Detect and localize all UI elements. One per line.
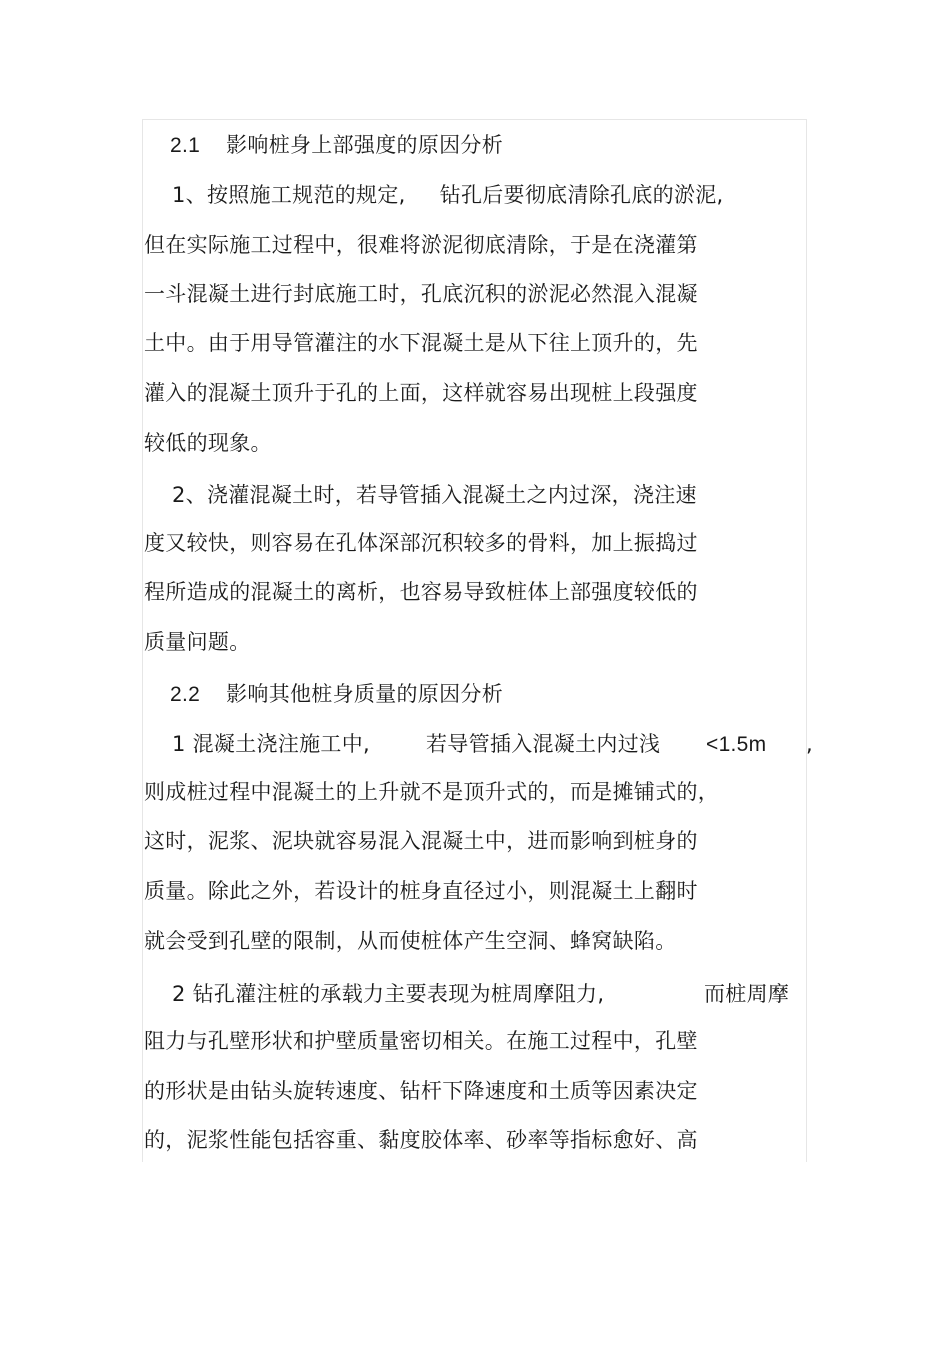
- paragraph-line: 2、浇灌混凝土时，若导管插入混凝土之内过深，浇注速: [172, 483, 697, 507]
- paragraph-line: 质量。除此之外，若设计的桩身直径过小，则混凝土上翻时: [144, 879, 698, 903]
- paragraph-line: 一斗混凝土进行封底施工时，孔底沉积的淤泥必然混入混凝: [144, 282, 698, 306]
- paragraph-line: 程所造成的混凝土的离析，也容易导致桩体上部强度较低的: [144, 580, 698, 604]
- section-number: 2.1: [170, 134, 201, 157]
- paragraph-line: 但在实际施工过程中，很难将淤泥彻底清除，于是在浇灌第: [144, 233, 698, 257]
- paragraph-line: 的，泥浆性能包括容重、黏度胶体率、砂率等指标愈好、高: [144, 1128, 698, 1152]
- paragraph-line: 度又较快，则容易在孔体深部沉积较多的骨料，加上振捣过: [144, 531, 698, 555]
- section-title: 影响其他桩身质量的原因分析: [226, 682, 503, 706]
- paragraph-line: [172, 980, 604, 1008]
- measurement-value: <1.5m: [706, 733, 767, 756]
- section-heading: [170, 680, 503, 709]
- paragraph-line-fragment: 而桩周摩: [704, 982, 790, 1006]
- paragraph-line: 灌入的混凝土顶升于孔的上面，这样就容易出现桩上段强度: [144, 381, 698, 405]
- paragraph-line: 质量问题。: [144, 630, 251, 654]
- text-span: 2 钻孔灌注桩的承载力主要表现为桩周摩阻力,: [172, 982, 605, 1006]
- punctuation: ,: [806, 732, 813, 756]
- paragraph-line: 就会受到孔壁的限制，从而使桩体产生空洞、蜂窝缺陷。: [144, 929, 677, 953]
- paragraph-line: 的形状是由钻头旋转速度、钻杆下降速度和土质等因素决定: [144, 1079, 698, 1103]
- paragraph-line: [172, 181, 724, 209]
- section-number: 2.2: [170, 683, 201, 706]
- paragraph-line: 阻力与孔壁形状和护壁质量密切相关。在施工过程中，孔壁: [144, 1029, 698, 1053]
- paragraph-line: 则成桩过程中混凝土的上升就不是顶升式的，而是摊铺式的，: [144, 780, 720, 804]
- paragraph-line: 这时，泥浆、泥块就容易混入混凝土中，进而影响到桩身的: [144, 829, 698, 853]
- paragraph-line: 较低的现象。: [144, 431, 272, 455]
- text-span: 钻孔后要彻底清除孔底的淤泥,: [439, 183, 724, 207]
- text-span: 1、按照施工规范的规定,: [172, 183, 406, 207]
- section-heading: [170, 131, 503, 160]
- paragraph-line: [172, 730, 370, 758]
- text-span: 1 混凝土浇注施工中,: [172, 732, 371, 756]
- section-title: 影响桩身上部强度的原因分析: [226, 133, 503, 157]
- paragraph-line: 土中。由于用导管灌注的水下混凝土是从下往上顶升的，先: [144, 331, 698, 355]
- paragraph-line-fragment: 若导管插入混凝土内过浅: [426, 732, 661, 756]
